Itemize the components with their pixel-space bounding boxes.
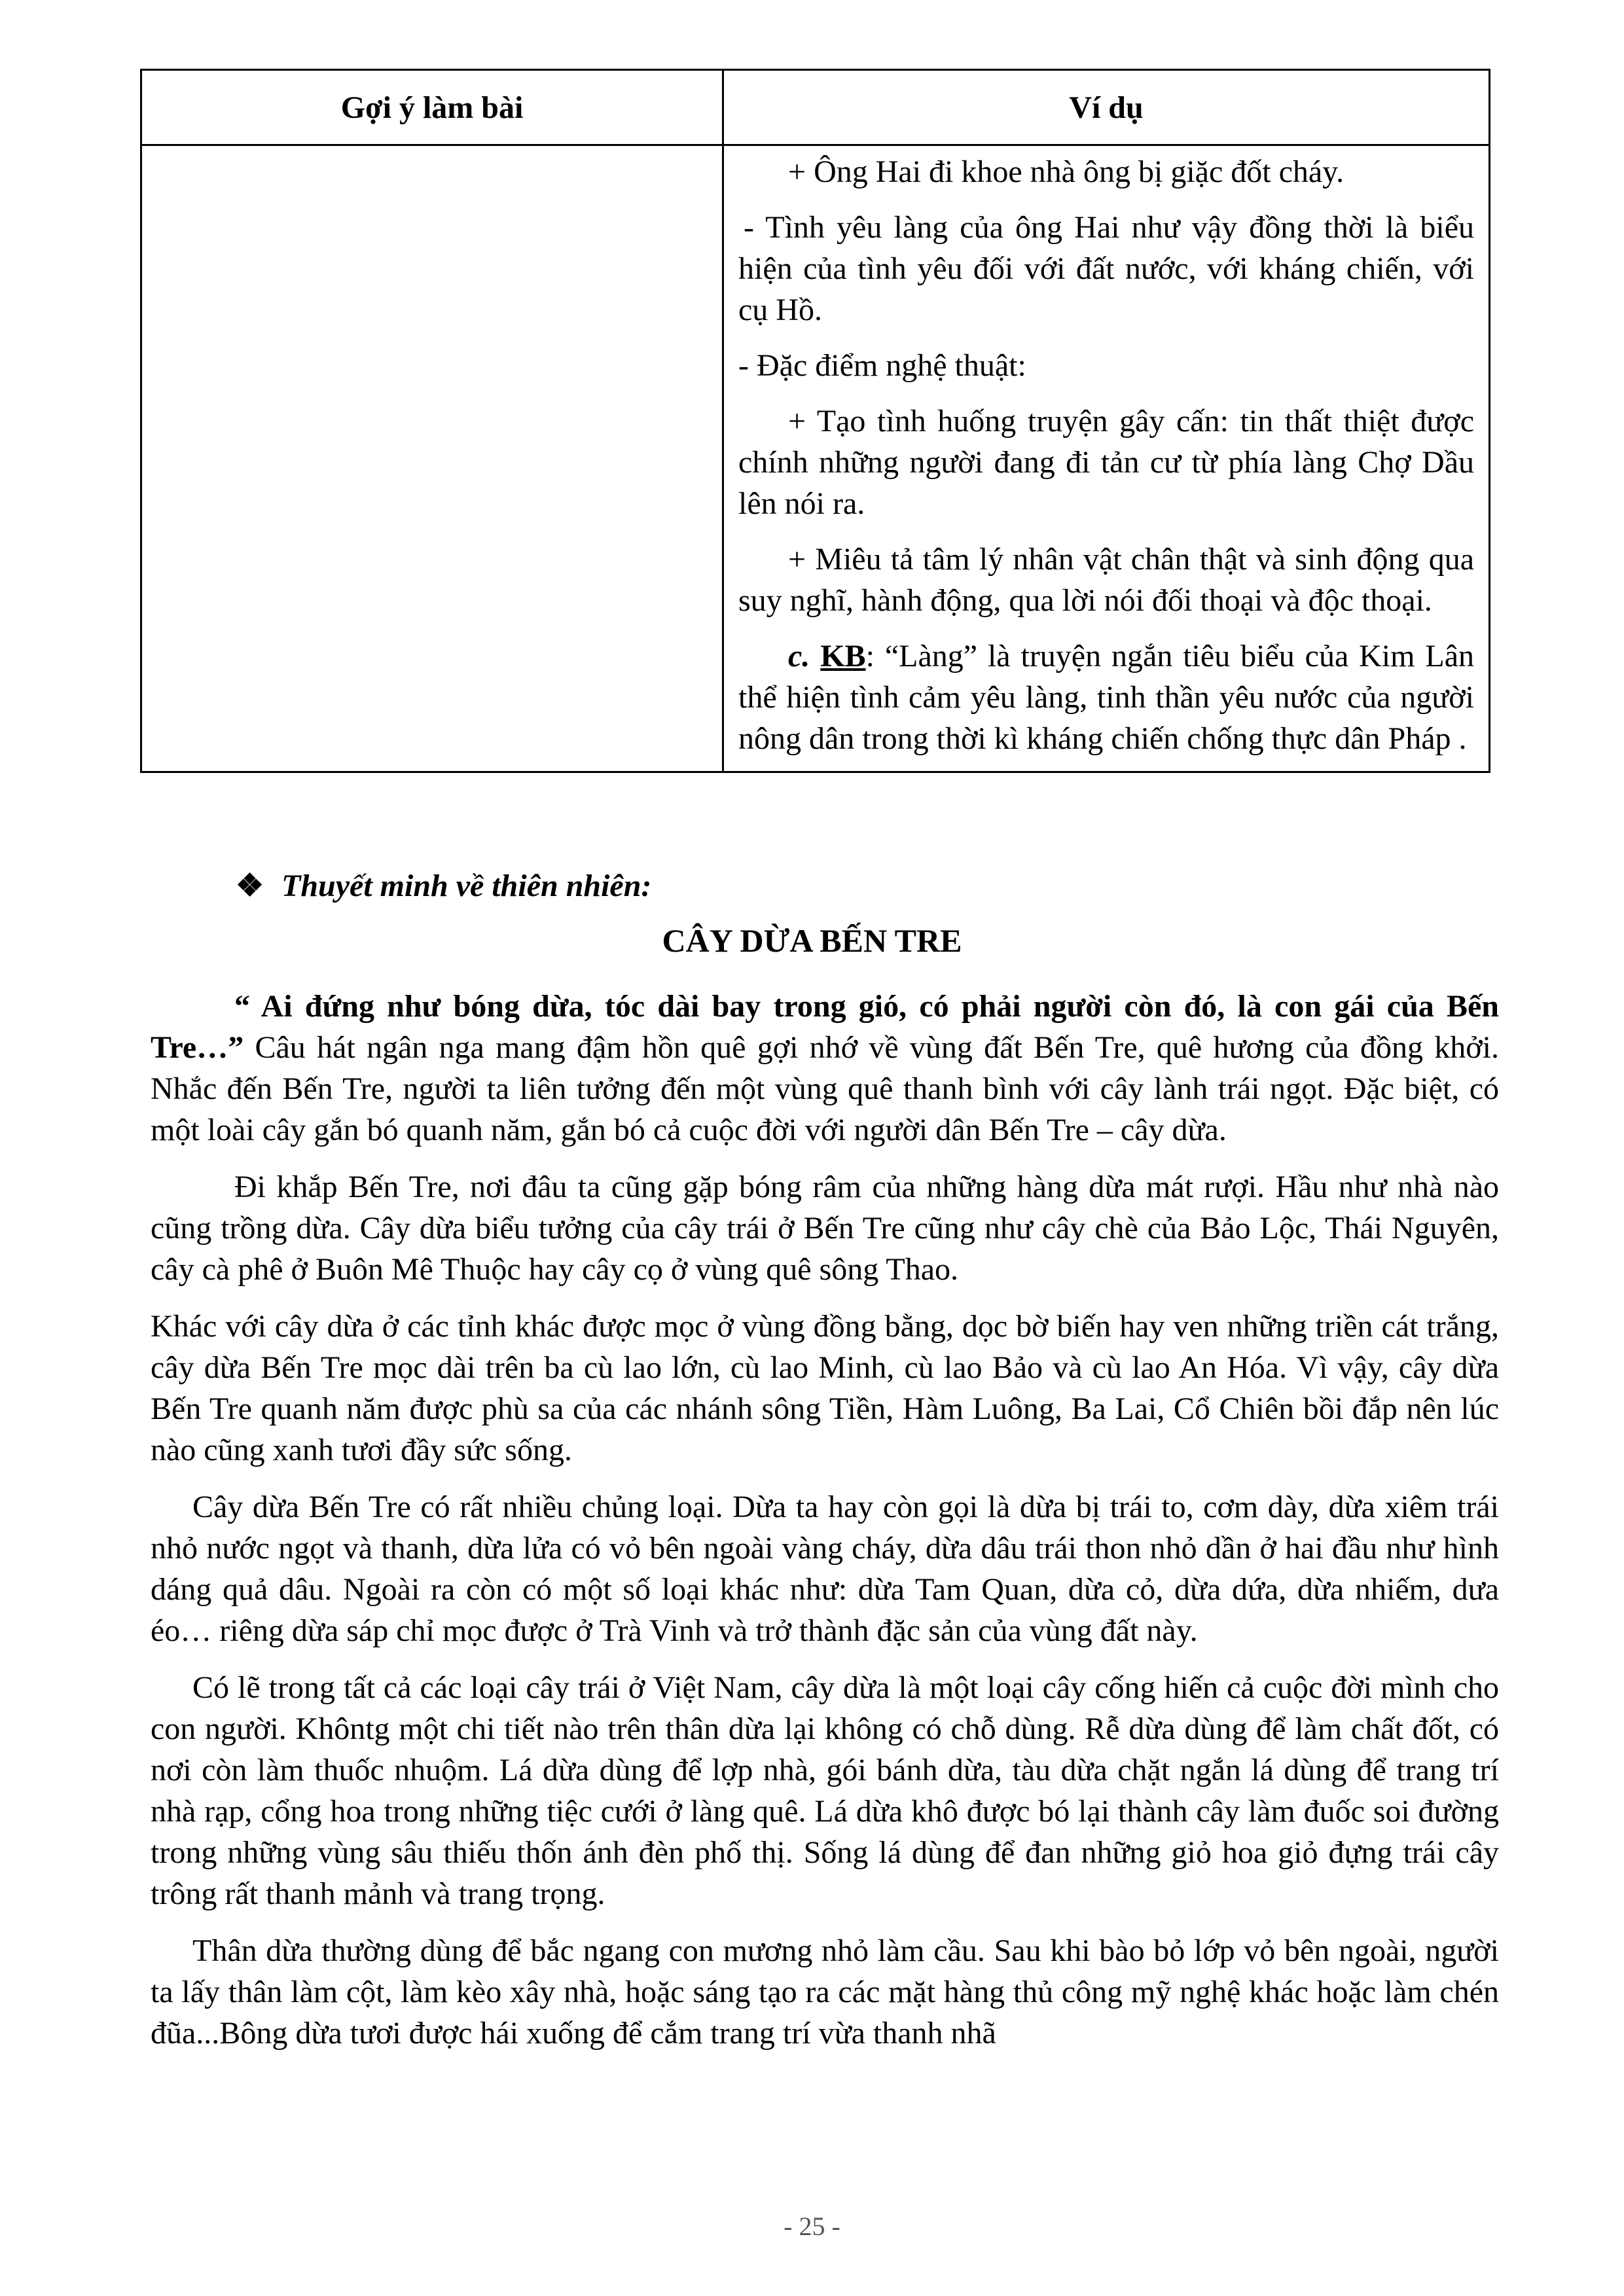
- paragraph: Thân dừa thường dùng để bắc ngang con mương nhỏ làm cầu. Sau khi bào bỏ lớp vỏ bên ngoài, người ta lấy thân làm cột, làm kèo xây nhà, hoặc sáng tạo ra các mặt hàng thủ công mỹ nghệ khác hoặc làm chén đũa...Bông dừa tươi được hái xuống để cắm trang trí vừa thanh nhã: [151, 1933, 1499, 2051]
- paragraph: Có lẽ trong tất cả các loại cây trái ở Việt Nam, cây dừa là một loại cây cống hiến cả cuộc đời mình cho con người. Khôntg một chi tiết nào trên thân dừa lại không có chỗ dùng. Rễ dừa dùng để làm chất đốt, có nơi còn làm thuốc nhuộm. Lá dừa dùng để lợp nhà, gói bánh dừa, tàu dừa chặt ngắn lá dùng để trang trí nhà rạp, cổng hoa trong những tiệc cưới ở làng quê. Lá dừa khô được bó lại thành cây làm đuốc soi đường trong những vùng sâu thiếu thốn ánh đèn phố thị. Sống lá dùng để đan những giỏ hoa giỏ đựng trái cây trông rất thanh mảnh và trang trọng.: [151, 1670, 1499, 1911]
- paragraph: Khác với cây dừa ở các tỉnh khác được mọc ở vùng đồng bằng, dọc bờ biến hay ven những triền cát trắng, cây dừa Bến Tre mọc dài trên ba cù lao lớn, cù lao Minh, cù lao Bảo và cù lao An Hóa. Vì vậy, cây dừa Bến Tre quanh năm được phù sa của các nhánh sông Tiền, Hàm Luông, Ba Lai, Cổ Chiên bồi đắp nên lúc nào cũng xanh tươi đầy sức sống.: [151, 1309, 1499, 1467]
- table-line: + Miêu tả tâm lý nhân vật chân thật và sinh động qua suy nghĩ, hành động, qua lời nói đối thoại và độc thoại.: [738, 542, 1474, 618]
- song-quote: “ Ai đứng như bóng dừa, tóc dài bay trong gió, có phải người còn đó, là con gái của Bến Tre…”: [151, 989, 1499, 1065]
- diamond-bullet-icon: ❖: [236, 869, 264, 903]
- table-header-row: [141, 70, 1490, 145]
- table-conclusion: [738, 636, 1474, 759]
- paragraph: Cây dừa Bến Tre có rất nhiều chủng loại. Dừa ta hay còn gọi là dừa bị trái to, cơm dày, dừa xiêm trái nhỏ nước ngọt và thanh, dừa lửa có vỏ bên ngoài vàng cháy, dừa dâu trái thon nhỏ dần ở hai đầu như hình dáng quả dâu. Ngoài ra còn có một số loại khác như: dừa Tam Quan, dừa cỏ, dừa dứa, dừa nhiếm, dưa éo… riêng dừa sáp chỉ mọc được ở Trà Vinh và trở thành đặc sản của vùng đất này.: [151, 1490, 1499, 1648]
- essay-title: CÂY DỪA BẾN TRE: [662, 922, 962, 959]
- paragraph: [151, 986, 1499, 1151]
- table-line: - Đặc điểm nghệ thuật:: [738, 348, 1026, 383]
- section-heading: [236, 867, 651, 904]
- essay-body: [151, 986, 1499, 2070]
- kb-label: KB: [820, 639, 866, 673]
- paragraph-text: Câu hát ngân nga mang đậm hồn quê gợi nhớ về vùng đất Bến Tre, quê hương của đồng khởi. Nhắc đến Bến Tre, người ta liên tưởng đến một vùng quê thanh bình với cây lành trái ngọt. Đặc biệt, có một loài cây gắn bó quanh năm, gắn bó cả cuộc đời với người dân Bến Tre – cây dừa.: [151, 1030, 1499, 1147]
- header-left: Gợi ý làm bài: [141, 70, 723, 145]
- right-cell: [723, 145, 1490, 772]
- conclusion-text: : “Làng” là truyện ngắn tiêu biểu của Kim Lân thể hiện tình cảm yêu làng, tinh thần yêu nước của người nông dân trong thời kì kháng chiến chống thực dân Pháp .: [738, 639, 1475, 756]
- header-right: Ví dụ: [723, 70, 1490, 145]
- outline-table: [140, 69, 1490, 773]
- conclusion-label: c.: [788, 639, 810, 673]
- paragraph: Đi khắp Bến Tre, nơi đâu ta cũng gặp bóng râm của những hàng dừa mát rượi. Hầu như nhà nào cũng trồng dừa. Cây dừa biểu tưởng của cây trái ở Bến Tre cũng như cây chè của Bảo Lộc, Thái Nguyên, cây cà phê ở Buôn Mê Thuộc hay cây cọ ở vùng quê sông Thao.: [151, 1170, 1499, 1287]
- table-line: + Ông Hai đi khoe nhà ông bị giặc đốt cháy.: [788, 154, 1344, 189]
- left-cell-empty: [141, 145, 723, 772]
- page-number: - 25 -: [784, 2212, 840, 2241]
- table-line: - Tình yêu làng của ông Hai như vậy đồng thời là biểu hiện của tình yêu đối với đất nước, với kháng chiến, với cụ Hồ.: [738, 210, 1474, 327]
- table-line: + Tạo tình huống truyện gây cấn: tin thất thiệt được chính những người đang đi tản cư từ phía làng Chợ Dầu lên nói ra.: [738, 404, 1474, 521]
- section-heading-text: Thuyết minh về thiên nhiên:: [281, 869, 652, 903]
- table-body-row: [141, 145, 1490, 772]
